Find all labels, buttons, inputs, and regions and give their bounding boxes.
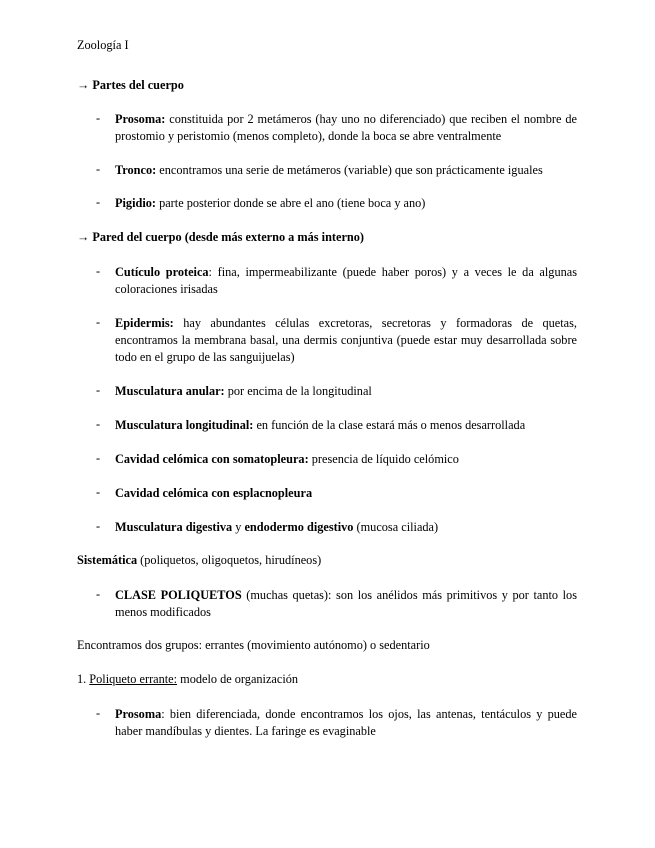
term-label: Sistemática bbox=[77, 553, 138, 567]
bullet-dash: - bbox=[96, 264, 101, 278]
term-text: por encima de la longitudinal bbox=[224, 384, 372, 398]
term-label: Pigidio: bbox=[115, 196, 156, 210]
term-label: Tronco: bbox=[115, 163, 157, 177]
term-connector: y bbox=[232, 520, 245, 534]
term-label: Prosoma: bbox=[115, 112, 166, 126]
term-text: presencia de líquido celómico bbox=[308, 452, 459, 466]
term-label: Musculatura anular: bbox=[115, 384, 225, 398]
page-header: Zoología I bbox=[77, 38, 129, 52]
term-label: Musculatura digestiva bbox=[115, 520, 233, 534]
bullet-dash: - bbox=[96, 383, 101, 397]
term-text: encontramos una serie de metámeros (variable) que son prácticamente iguales bbox=[156, 163, 543, 177]
term-label: Cavidad celómica con somatopleura: bbox=[115, 452, 309, 466]
bullet-dash: - bbox=[96, 587, 101, 601]
bullet-dash: - bbox=[96, 706, 101, 720]
term-label: Musculatura longitudinal: bbox=[115, 418, 254, 432]
term-label: CLASE POLIQUETOS bbox=[115, 588, 242, 602]
term-label: Cavidad celómica con esplacnopleura bbox=[115, 486, 313, 500]
bullet-dash: - bbox=[96, 111, 101, 125]
term-label: Epidermis: bbox=[115, 316, 174, 330]
term-text: parte posterior donde se abre el ano (tiene boca y ano) bbox=[156, 196, 426, 210]
bullet-dash: - bbox=[96, 315, 101, 329]
term-text: (mucosa ciliada) bbox=[353, 520, 439, 534]
term-label-underlined: Poliqueto errante: bbox=[89, 672, 178, 686]
term-text: : bien diferenciada, donde encontramos los ojos, las antenas, tentáculos y puede haber mandíbulas y dientes. La faringe es evaginable bbox=[115, 707, 577, 738]
term-text: constituida por 2 metámeros (hay uno no diferenciado) que reciben el nombre de prostomio y peristomio (menos completo), donde la boca se abre ventralmente bbox=[115, 112, 577, 143]
bullet-dash: - bbox=[96, 195, 101, 209]
term-text: en función de la clase estará más o menos desarrollada bbox=[253, 418, 526, 432]
bullet-dash: - bbox=[96, 519, 101, 533]
grupos-line: Encontramos dos grupos: errantes (movimiento autónomo) o sedentario bbox=[77, 638, 430, 652]
bullet-dash: - bbox=[96, 162, 101, 176]
section-heading-partes: → Partes del cuerpo bbox=[77, 78, 184, 92]
term-text: : fina, impermeabilizante (puede haber poros) y a veces le da algunas coloraciones irisadas bbox=[115, 265, 577, 296]
term-label-2: endodermo digestivo bbox=[244, 520, 354, 534]
term-text: modelo de organización bbox=[177, 672, 299, 686]
sistematica-line bbox=[77, 553, 577, 568]
term-text: (poliquetos, oligoquetos, hirudíneos) bbox=[137, 553, 322, 567]
bullet-dash: - bbox=[96, 485, 101, 499]
bullet-dash: - bbox=[96, 451, 101, 465]
term-label: Prosoma bbox=[115, 707, 162, 721]
term-text: (muchas quetas): son los anélidos más primitivos y por tanto los menos modificados bbox=[115, 588, 577, 619]
term-text: hay abundantes células excretoras, secretoras y formadoras de quetas, encontramos la membrana basal, una dermis conjuntiva (puede estar muy desarrollada sobre todo en el grupo de las sanguijuelas) bbox=[115, 316, 577, 364]
section-heading-pared: → Pared del cuerpo (desde más externo a más interno) bbox=[77, 230, 365, 244]
term-label: Cutículo proteica bbox=[115, 265, 209, 279]
errante-line bbox=[77, 672, 577, 687]
bullet-dash: - bbox=[96, 417, 101, 431]
list-number: 1. bbox=[77, 672, 90, 686]
